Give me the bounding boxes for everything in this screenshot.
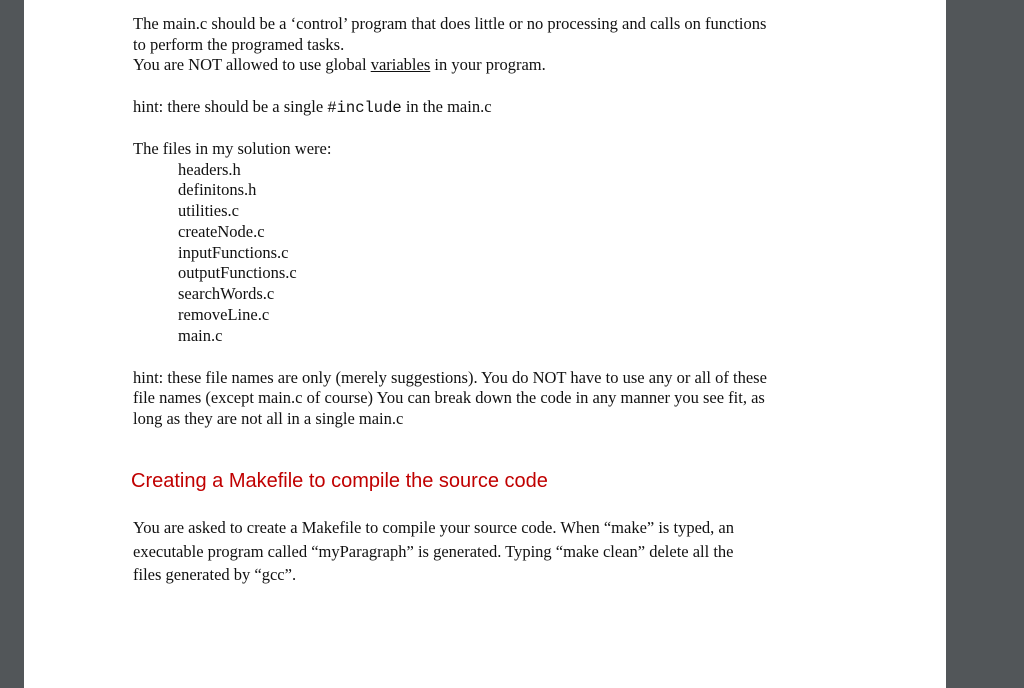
file-item-definitons-h: definitons.h: [178, 180, 257, 200]
intro-line-3-pre: You are NOT allowed to use global: [133, 55, 371, 74]
makefile-section-heading: Creating a Makefile to compile the source code: [131, 470, 548, 493]
file-list: [133, 160, 853, 347]
file-names-hint-line-1: hint: these file names are only (merely suggestions). You do NOT have to use any or all of these: [133, 367, 767, 387]
file-item-searchwords-c: searchWords.c: [178, 284, 275, 304]
makefile-line-3: files generated by “gcc”.: [133, 565, 297, 585]
document-page: [24, 0, 946, 688]
makefile-line-1: You are asked to create a Makefile to compile your source code. When “make” is typed, an: [133, 518, 734, 538]
include-code: #include: [327, 98, 402, 117]
file-item-utilities-c: utilities.c: [178, 201, 239, 221]
file-item-removeline-c: removeLine.c: [178, 305, 270, 325]
file-names-hint-line-3: long as they are not all in a single main.c: [133, 408, 404, 428]
page-content: [133, 14, 853, 587]
file-item-createnode-c: createNode.c: [178, 221, 265, 241]
file-item-headers-h: headers.h: [178, 159, 241, 179]
intro-line-1: The main.c should be a ‘control’ program that does little or no processing and calls on functions: [133, 14, 767, 33]
makefile-paragraph: [133, 516, 813, 587]
intro-paragraph: [133, 14, 853, 76]
file-names-hint: [133, 368, 853, 430]
include-hint: [133, 97, 853, 119]
makefile-line-2: executable program called “myParagraph” is generated. Typing “make clean” delete all the: [133, 541, 734, 561]
file-names-hint-line-2: file names (except main.c of course) You can break down the code in any manner you see fit, as: [133, 388, 765, 408]
variables-link[interactable]: variables: [370, 55, 431, 74]
file-item-main-c: main.c: [178, 325, 223, 345]
intro-line-3-post: in your program.: [430, 55, 546, 74]
include-hint-post: in the main.c: [401, 96, 492, 116]
files-intro: The files in my solution were:: [133, 139, 332, 158]
include-hint-pre: hint: there should be a single: [133, 96, 328, 116]
intro-line-2: to perform the programed tasks.: [133, 34, 345, 54]
file-item-outputfunctions-c: outputFunctions.c: [178, 263, 297, 283]
file-item-inputfunctions-c: inputFunctions.c: [178, 242, 289, 262]
